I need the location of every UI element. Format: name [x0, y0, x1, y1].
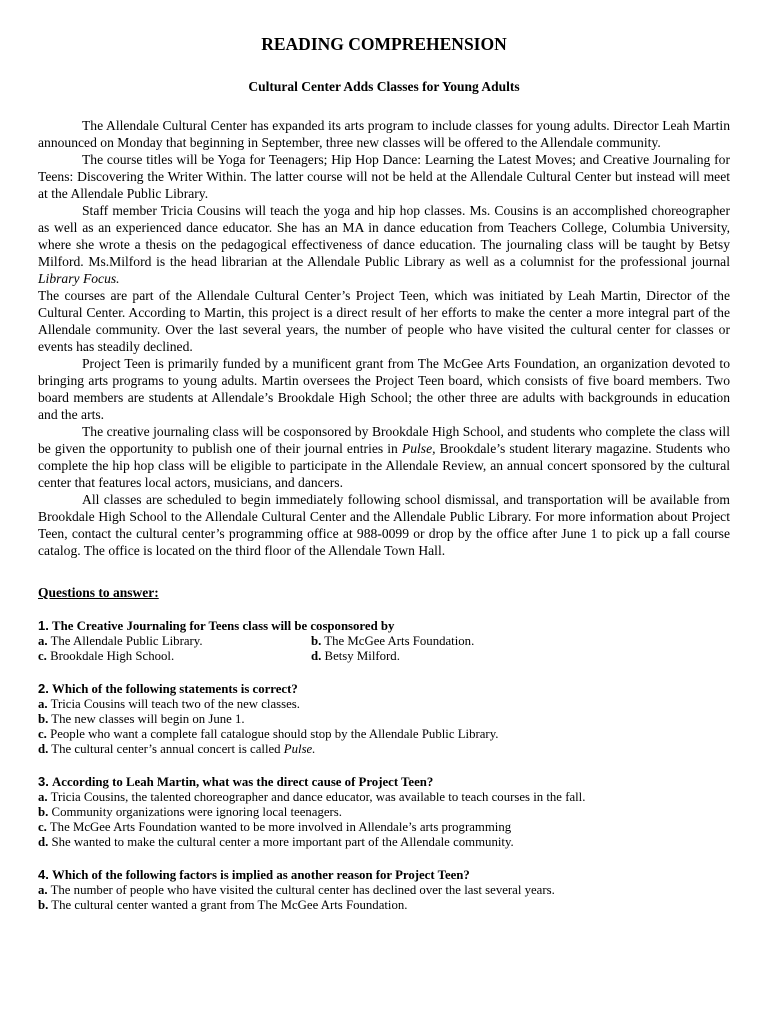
answer-option[interactable]	[311, 634, 730, 649]
option-text: The cultural center’s annual concert is called	[51, 742, 284, 756]
question-text: Which of the following factors is implied as another reason for Project Teen?	[52, 868, 470, 882]
question-number: 4.	[38, 867, 49, 882]
option-text: The cultural center wanted a grant from The McGee Arts Foundation.	[51, 898, 408, 912]
option-letter: d.	[38, 742, 49, 756]
answer-option[interactable]	[38, 697, 730, 712]
option-letter: d.	[311, 649, 322, 663]
question-text: The Creative Journaling for Teens class will be cosponsored by	[52, 619, 395, 633]
question-text: According to Leah Martin, what was the direct cause of Project Teen?	[52, 775, 434, 789]
answer-option[interactable]	[38, 712, 730, 727]
question-stem	[38, 774, 730, 790]
option-letter: a.	[38, 790, 48, 804]
question-number: 1.	[38, 618, 49, 633]
answer-option[interactable]	[311, 649, 730, 664]
option-text: The Allendale Public Library.	[50, 634, 203, 648]
question-stem	[38, 681, 730, 697]
option-letter: c.	[38, 649, 47, 663]
option-text: Brookdale High School.	[50, 649, 175, 663]
answer-option[interactable]	[38, 649, 311, 664]
option-text: People who want a complete fall catalogue should stop by the Allendale Public Library.	[50, 727, 499, 741]
option-letter: d.	[38, 835, 49, 849]
option-text: Tricia Cousins, the talented choreographer and dance educator, was available to teach courses in the fall.	[50, 790, 586, 804]
option-letter: b.	[38, 805, 49, 819]
option-letter: b.	[311, 634, 322, 648]
concert-name: Pulse.	[283, 742, 316, 756]
article-paragraph-7: All classes are scheduled to begin immediately following school dismissal, and transportation will be available from Brookdale High School to the Allendale Cultural Center and the Allendale Public Library. For more information about Project Teen, contact the cultural center’s programming office at 988-0099 or drop by the office after June 1 to pick up a fall course catalog. The office is located on the third floor of the Allendale Town Hall.	[38, 492, 730, 558]
paragraph-text: Staff member Tricia Cousins will teach the yoga and hip hop classes. Ms. Cousins is an accomplished choreographer as well as an experienced dance educator. She has an MA in dance education from Teachers College, Columbia University, where she wrote a thesis on the pedagogical effectiveness of dance education. The journaling class will be taught by Betsy Milford. Ms.Milford is the head librarian at the Allendale Public Library as well as a columnist for the professional journal	[38, 203, 730, 269]
option-text: She wanted to make the cultural center a more important part of the Allendale community.	[51, 835, 514, 849]
article-body	[38, 117, 730, 559]
question-stem	[38, 867, 730, 883]
question-number: 3.	[38, 774, 49, 789]
answer-option[interactable]	[38, 790, 730, 805]
option-letter: a.	[38, 634, 48, 648]
question-1	[38, 618, 730, 664]
question-3	[38, 774, 730, 850]
answer-option[interactable]	[38, 835, 730, 850]
article-paragraph-3	[38, 202, 730, 287]
option-letter: b.	[38, 712, 49, 726]
article-title: Cultural Center Adds Classes for Young Adults	[248, 79, 520, 94]
article-paragraph-5: Project Teen is primarily funded by a munificent grant from The McGee Arts Foundation, an organization devoted to bringing arts programs to young adults. Martin oversees the Project Teen board, which consists of five board members. Two board members are students at Allendale’s Brookdale High School; the other three are adults with backgrounds in education and the arts.	[38, 356, 730, 422]
option-text: Tricia Cousins will teach two of the new classes.	[50, 697, 300, 711]
question-2	[38, 681, 730, 757]
answer-option[interactable]	[38, 883, 730, 898]
answer-option[interactable]	[38, 742, 730, 757]
answer-option[interactable]	[38, 727, 730, 742]
option-text: Community organizations were ignoring local teenagers.	[51, 805, 342, 819]
page-title: READING COMPREHENSION	[261, 34, 507, 54]
article-paragraph-2: The course titles will be Yoga for Teenagers; Hip Hop Dance: Learning the Latest Moves; and Creative Journaling for Teens: Discovering the Writer Within. The latter course will not be held at the Allendale Cultural Center but instead will meet at the Allendale Public Library.	[38, 152, 730, 201]
answer-option[interactable]	[38, 805, 730, 820]
answer-option[interactable]	[38, 820, 730, 835]
article-paragraph-1: The Allendale Cultural Center has expanded its arts program to include classes for young adults. Director Leah Martin announced on Monday that beginning in September, three new classes will be offered to the Allendale community.	[38, 118, 730, 150]
question-4	[38, 867, 730, 913]
option-letter: c.	[38, 820, 47, 834]
answer-options	[38, 634, 730, 664]
question-number: 2.	[38, 681, 49, 696]
option-text: The McGee Arts Foundation wanted to be more involved in Allendale’s arts programming	[49, 820, 512, 834]
option-letter: a.	[38, 883, 48, 897]
question-text: Which of the following statements is correct?	[52, 682, 298, 696]
question-stem	[38, 618, 730, 634]
magazine-title: Pulse,	[401, 441, 436, 456]
option-text: The McGee Arts Foundation.	[324, 634, 475, 648]
option-letter: b.	[38, 898, 49, 912]
paragraph-text: The creative journaling class will be cosponsored by Brookdale High School, and students who complete the class will be given the opportunity to publish one of their journal entries in	[38, 424, 730, 456]
questions-heading: Questions to answer:	[38, 585, 159, 600]
option-text: Betsy Milford.	[324, 649, 400, 663]
option-letter: c.	[38, 727, 47, 741]
journal-title: Library Focus.	[38, 271, 120, 286]
article-paragraph-4: The courses are part of the Allendale Cultural Center’s Project Teen, which was initiated by Leah Martin, Director of the Cultural Center. According to Martin, this project is a direct result of her efforts to make the center a more integral part of the Allendale community. Over the last several years, the number of people who have visited the cultural center for classes or events has steadily declined.	[38, 288, 730, 354]
article-paragraph-6	[38, 423, 730, 491]
answer-option[interactable]	[38, 898, 730, 913]
answer-option[interactable]	[38, 634, 311, 649]
option-text: The new classes will begin on June 1.	[51, 712, 245, 726]
option-letter: a.	[38, 697, 48, 711]
option-text: The number of people who have visited the cultural center has declined over the last several years.	[50, 883, 555, 897]
paragraph-text: Brookdale’s student literary magazine. Students who complete the hip hop class will be eligible to participate in the Allendale Review, an annual concert sponsored by the cultural center that features local actors, musicians, and dancers.	[38, 441, 730, 490]
